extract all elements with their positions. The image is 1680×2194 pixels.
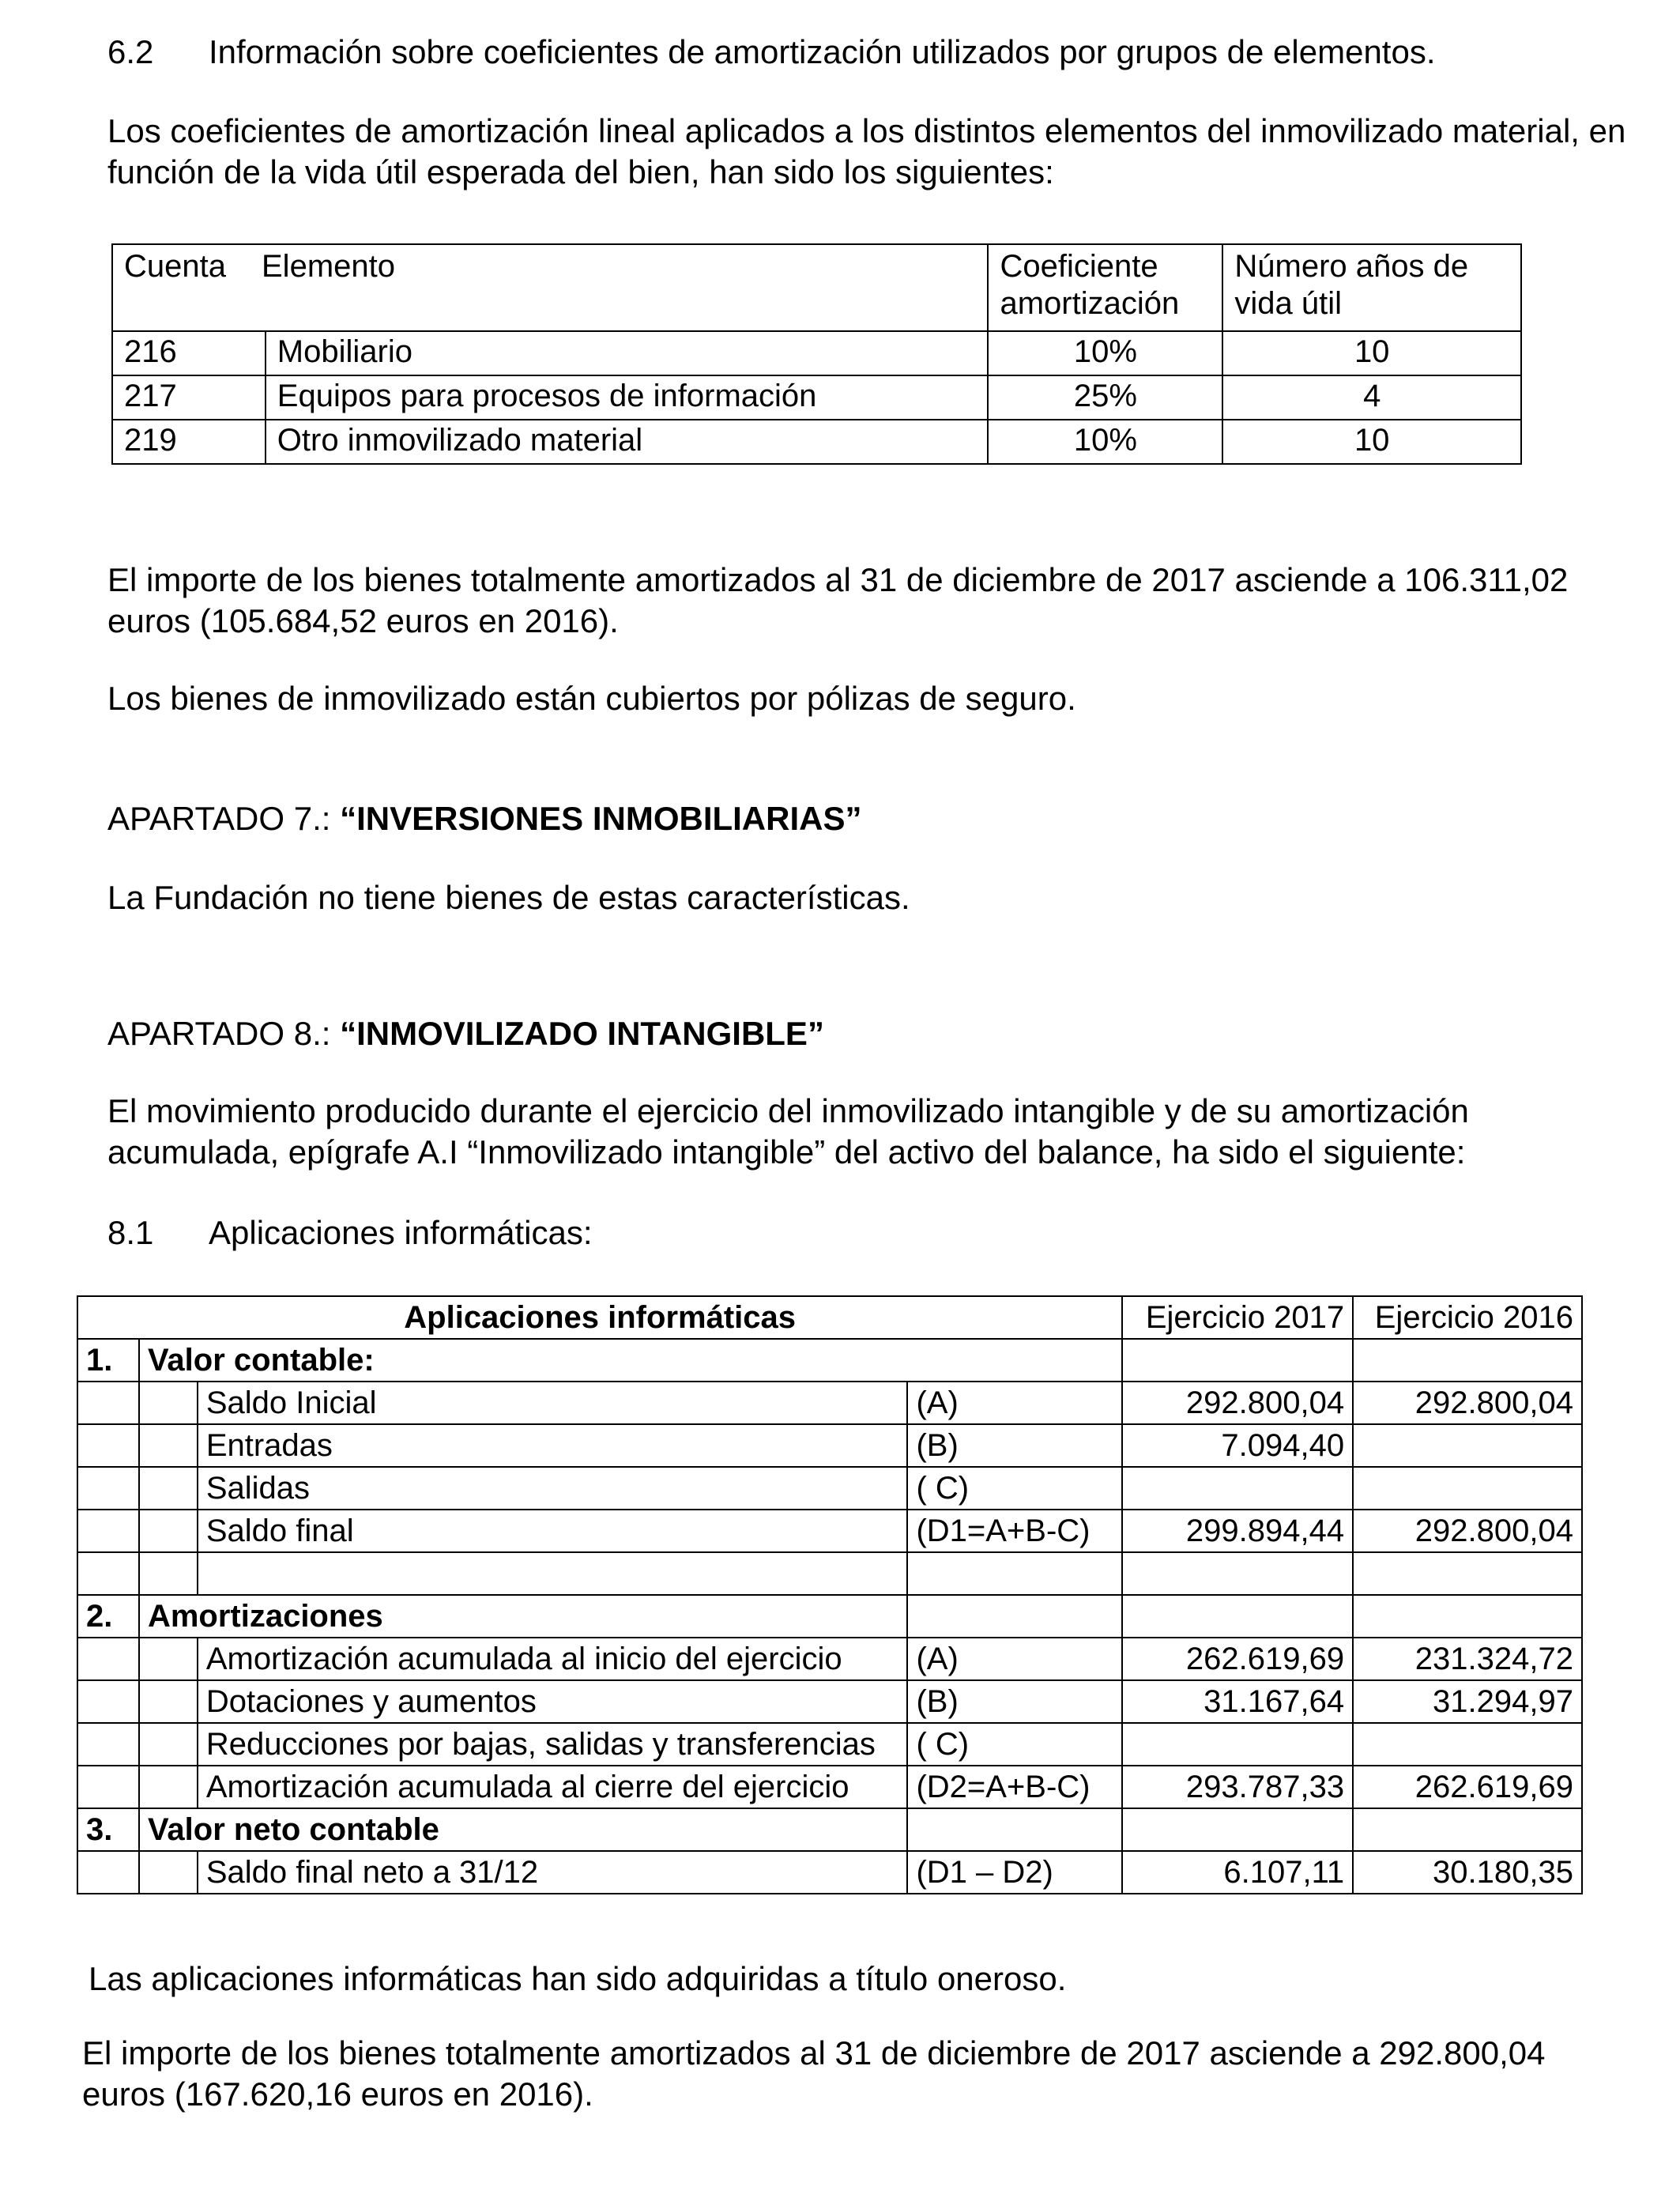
row-label: Entradas (198, 1424, 908, 1467)
section-number: 2. (77, 1595, 139, 1638)
apartado-8-title: “INMOVILIZADO INTANGIBLE” (340, 1015, 824, 1052)
empty-cell (198, 1552, 908, 1595)
value-2016: 262.619,69 (1353, 1766, 1582, 1808)
section-row (77, 1595, 1582, 1638)
empty-cell (139, 1467, 198, 1510)
empty-cell (77, 1382, 139, 1424)
section-6-2-amortizados: El importe de los bienes totalmente amortizados al 31 de diciembre de 2017 asciende a 106.311,02 euros (105.684,52 euros en 2016). (107, 561, 1569, 639)
empty-cell (139, 1510, 198, 1552)
value-2017: 6.107,11 (1122, 1851, 1353, 1894)
section-title: Información sobre coeficientes de amortización utilizados por grupos de elementos. (209, 33, 1436, 70)
row-label: Saldo final neto a 31/12 (198, 1851, 908, 1894)
section-6-2-intro: Los coeficientes de amortización lineal aplicados a los distintos elementos del inmovilizado material, en función de la vida útil esperada del bien, han sido los siguientes: (107, 112, 1626, 190)
cell-anos: 10 (1222, 331, 1521, 375)
value-2017 (1122, 1723, 1353, 1766)
value-2017 (1122, 1467, 1353, 1510)
cell-elemento: Otro inmovilizado material (266, 420, 989, 464)
apartado-8-heading (107, 1013, 1633, 1054)
empty-cell (77, 1424, 139, 1467)
section-row (77, 1339, 1582, 1382)
empty-cell (1353, 1808, 1582, 1851)
section-title: Valor contable: (139, 1339, 1122, 1382)
empty-cell (1353, 1595, 1582, 1638)
section-title: Amortizaciones (139, 1595, 908, 1638)
empty-cell (139, 1382, 198, 1424)
row-code: (D1 – D2) (907, 1851, 1122, 1894)
empty-cell (1122, 1595, 1353, 1638)
cell-coeficiente: 25% (988, 375, 1222, 420)
empty-cell (77, 1851, 139, 1894)
table-row (112, 420, 1521, 464)
value-2017: 262.619,69 (1122, 1638, 1353, 1680)
empty-cell (139, 1424, 198, 1467)
header-cuenta: Cuenta (124, 249, 226, 284)
empty-cell (77, 1510, 139, 1552)
value-2016: 292.800,04 (1353, 1510, 1582, 1552)
header-anos: Número años de vida útil (1222, 244, 1521, 331)
empty-cell (1353, 1552, 1582, 1595)
row-code: (A) (907, 1382, 1122, 1424)
empty-cell (1353, 1339, 1582, 1382)
table-row (77, 1510, 1582, 1552)
cell-coeficiente: 10% (988, 331, 1222, 375)
value-2016: 292.800,04 (1353, 1382, 1582, 1424)
empty-cell (77, 1723, 139, 1766)
row-label: Saldo final (198, 1510, 908, 1552)
cell-cuenta: 219 (112, 420, 266, 464)
row-code: ( C) (907, 1723, 1122, 1766)
table-row (77, 1851, 1582, 1894)
apartado-8-oneroso: Las aplicaciones informáticas han sido adquiridas a título oneroso. (89, 1960, 1067, 1997)
empty-cell (139, 1851, 198, 1894)
table-row (77, 1723, 1582, 1766)
empty-cell (77, 1680, 139, 1723)
empty-cell (139, 1723, 198, 1766)
header-elemento: Elemento (262, 249, 395, 284)
empty-cell (77, 1467, 139, 1510)
empty-cell (907, 1552, 1122, 1595)
header-2017: Ejercicio 2017 (1122, 1296, 1353, 1339)
row-code: (B) (907, 1680, 1122, 1723)
row-label: Dotaciones y aumentos (198, 1680, 908, 1723)
value-2017: 292.800,04 (1122, 1382, 1353, 1424)
row-code: (D2=A+B-C) (907, 1766, 1122, 1808)
table-row (77, 1467, 1582, 1510)
blank-row (77, 1552, 1582, 1595)
row-label: Saldo Inicial (198, 1382, 908, 1424)
value-2016 (1353, 1424, 1582, 1467)
section-number: 6.2 (107, 33, 154, 70)
cell-anos: 10 (1222, 420, 1521, 464)
table-row (77, 1382, 1582, 1424)
table-row (77, 1638, 1582, 1680)
value-2017: 293.787,33 (1122, 1766, 1353, 1808)
section-6-2-seguro: Los bienes de inmovilizado están cubiertos por pólizas de seguro. (107, 680, 1076, 717)
empty-cell (77, 1552, 139, 1595)
value-2016: 30.180,35 (1353, 1851, 1582, 1894)
table-header-row (77, 1296, 1582, 1339)
cell-cuenta: 216 (112, 331, 266, 375)
section-number: 8.1 (107, 1214, 154, 1251)
apartado-8-text: El movimiento producido durante el ejercicio del inmovilizado intangible y de su amortización acumulada, epígrafe A.I “Inmovilizado intangible” del activo del balance, ha sido el siguiente: (107, 1092, 1469, 1171)
header-2016: Ejercicio 2016 (1353, 1296, 1582, 1339)
empty-cell (139, 1680, 198, 1723)
row-code: (A) (907, 1638, 1122, 1680)
cell-elemento: Equipos para procesos de información (266, 375, 989, 420)
value-2017: 299.894,44 (1122, 1510, 1353, 1552)
row-code: ( C) (907, 1467, 1122, 1510)
row-code: (B) (907, 1424, 1122, 1467)
row-label: Salidas (198, 1467, 908, 1510)
amortization-coefficients-table (111, 243, 1522, 465)
section-number: 1. (77, 1339, 139, 1382)
section-row (77, 1808, 1582, 1851)
apartado-7-heading (107, 798, 1633, 839)
row-code: (D1=A+B-C) (907, 1510, 1122, 1552)
apartado-8-prefix: APARTADO 8.: (107, 1015, 341, 1052)
header-coeficiente: Coeficiente amortización (988, 244, 1222, 331)
apartado-8-amortizados: El importe de los bienes totalmente amortizados al 31 de diciembre de 2017 asciende a 292.800,04 euros (167.620,16 euros en 2016). (82, 2034, 1546, 2113)
empty-cell (77, 1638, 139, 1680)
cell-anos: 4 (1222, 375, 1521, 420)
header-cell (112, 244, 988, 331)
empty-cell (1122, 1808, 1353, 1851)
table-row (77, 1424, 1582, 1467)
value-2016 (1353, 1467, 1582, 1510)
apartado-7-prefix: APARTADO 7.: (107, 800, 341, 837)
empty-cell (77, 1766, 139, 1808)
value-2017: 31.167,64 (1122, 1680, 1353, 1723)
table-header-row (112, 244, 1521, 331)
table-row (77, 1766, 1582, 1808)
section-title: Aplicaciones informáticas: (209, 1214, 593, 1251)
apartado-7-title: “INVERSIONES INMOBILIARIAS” (340, 800, 862, 837)
cell-elemento: Mobiliario (266, 331, 989, 375)
row-label: Amortización acumulada al cierre del ejercicio (198, 1766, 908, 1808)
value-2016: 31.294,97 (1353, 1680, 1582, 1723)
row-label: Reducciones por bajas, salidas y transferencias (198, 1723, 908, 1766)
value-2016 (1353, 1723, 1582, 1766)
empty-cell (907, 1808, 1122, 1851)
section-8-1-heading (107, 1212, 1633, 1253)
empty-cell (139, 1766, 198, 1808)
table-row (112, 375, 1521, 420)
section-6-2-heading (107, 32, 1633, 73)
table-row (77, 1680, 1582, 1723)
cell-cuenta: 217 (112, 375, 266, 420)
value-2016: 231.324,72 (1353, 1638, 1582, 1680)
software-movement-table (77, 1295, 1583, 1894)
empty-cell (1122, 1552, 1353, 1595)
empty-cell (139, 1638, 198, 1680)
empty-cell (1122, 1339, 1353, 1382)
value-2017: 7.094,40 (1122, 1424, 1353, 1467)
empty-cell (907, 1595, 1122, 1638)
table-row (112, 331, 1521, 375)
cell-coeficiente: 10% (988, 420, 1222, 464)
apartado-7-text: La Fundación no tiene bienes de estas características. (107, 879, 910, 916)
row-label: Amortización acumulada al inicio del ejercicio (198, 1638, 908, 1680)
section-number: 3. (77, 1808, 139, 1851)
header-aplicaciones: Aplicaciones informáticas (77, 1296, 1122, 1339)
empty-cell (139, 1552, 198, 1595)
section-title: Valor neto contable (139, 1808, 908, 1851)
